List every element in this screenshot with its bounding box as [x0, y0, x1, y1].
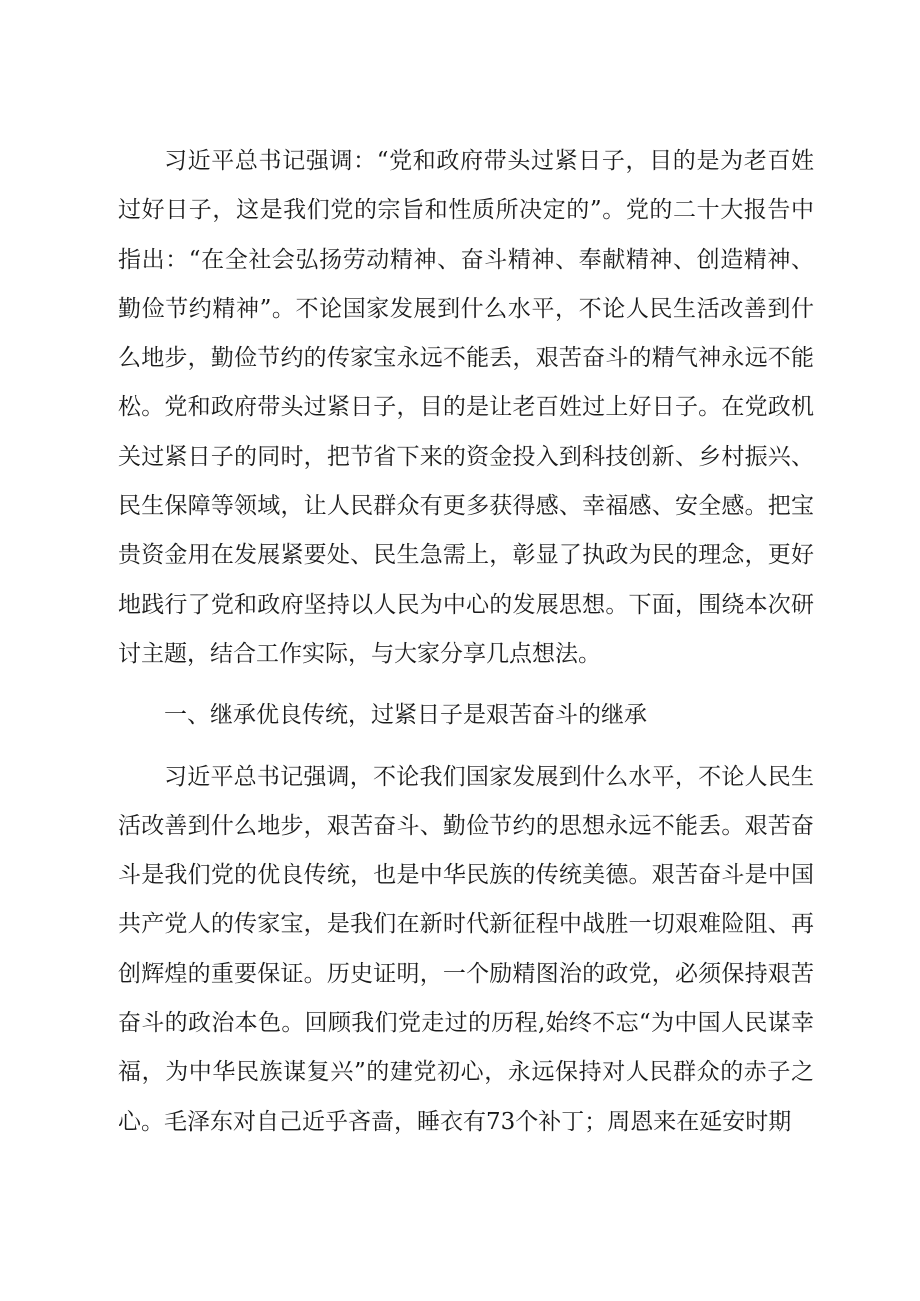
document-body — [118, 137, 814, 1147]
section-heading: 一、继承优良传统，过紧日子是艰苦奋斗的继承 — [164, 702, 647, 729]
section-paragraph: 习近平总书记强调，不论我们国家发展到什么水平，不论人民生活改善到什么地步，艰苦奋斗、勤俭节约的思想永远不能丢。艰苦奋斗是我们党的优良传统，也是中华民族的传统美德。艰苦奋斗是中国共产党人的传家宝，是我们在新时代新征程中战胜一切艰难险阻、再创辉煌的重要保证。历史证明，一个励精图治的政党，必须保持艰苦奋斗的政治本色。回顾我们党走过的历程,始终不忘“为中国人民谋幸福，为中华民族谋复兴”的建党初心，永远保持对人民群众的赤子之心。毛泽东对自己近乎吝啬，睡衣有73个补丁；周恩来在延安时期 — [118, 763, 814, 1135]
intro-paragraph: 习近平总书记强调：“党和政府带头过紧日子，目的是为老百姓过好日子，这是我们党的宗旨和性质所决定的”。党的二十大报告中指出：“在全社会弘扬劳动精神、奋斗精神、奉献精神、创造精神、勤俭节约精神”。不论国家发展到什么水平，不论人民生活改善到什么地步，勤俭节约的传家宝永远不能丢，艰苦奋斗的精气神永远不能松。党和政府带头过紧日子，目的是让老百姓过上好日子。在党政机关过紧日子的同时，把节省下来的资金投入到科技创新、乡村振兴、民生保障等领域，让人民群众有更多获得感、幸福感、安全感。把宝贵资金用在发展紧要处、民生急需上，彰显了执政为民的理念，更好地践行了党和政府坚持以人民为中心的发展思想。下面，围绕本次研讨主题，结合工作实际，与大家分享几点想法。 — [118, 148, 814, 667]
